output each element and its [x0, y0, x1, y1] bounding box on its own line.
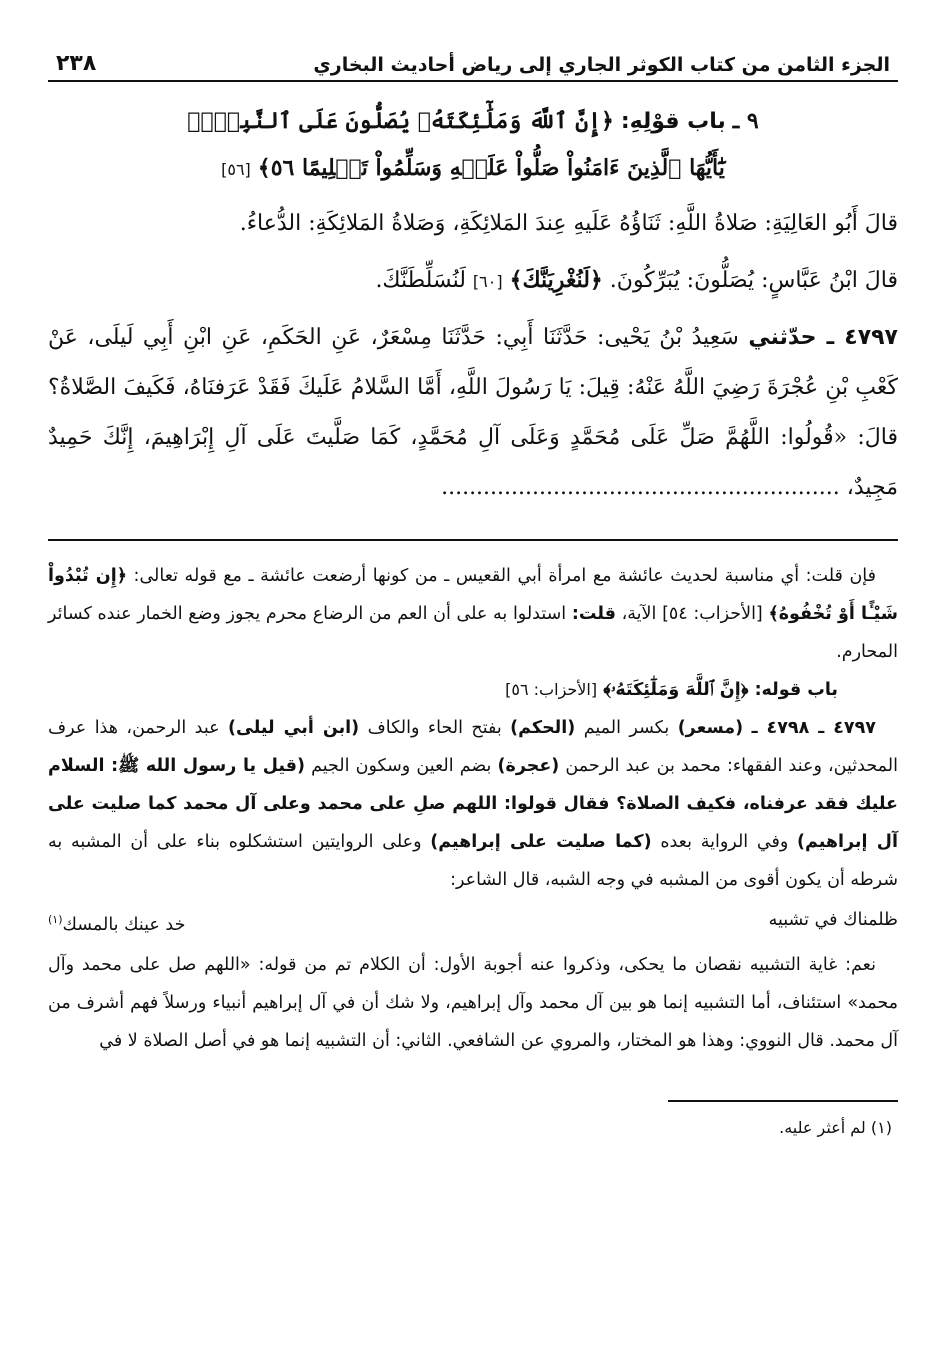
commentary-bab-title: باب قوله: [754, 680, 838, 700]
chapter-verse-line1: ﴿إِنَّ ٱللَّهَ وَمَلَٰٓئِكَتَهُۥ يُصَلُّونَ عَلَى ٱلنَّبِيِّۚ [187, 108, 614, 134]
commentary-p2-text-b: بفتح الحاء والكاف [367, 718, 502, 738]
commentary-p1-text-b: الآية، [621, 604, 657, 624]
chapter-verse-line2: يَٰٓأَيُّهَا ٱلَّذِينَ ءَامَنُواْ صَلُّواْ عَلَيۡهِ وَسَلِّمُواْ تَسۡلِيمًا ٥٦﴾ [257, 155, 725, 181]
poetry-hemistich-right [769, 901, 898, 944]
commentary-p1-verse: ﴿إِن تُبْدُواْ شَيْـًٔا أَوْ تُخْفُوهُ﴾ [48, 566, 898, 624]
commentary-p1-ref: [الأحزاب: ٥٤] [662, 604, 763, 624]
commentary-p2-text-e: وفي الرواية بعده [660, 832, 789, 852]
commentary-hadith-quote: (قيل يا رسول الله ﷺ: السلام عليك فقد عرفناه، فكيف الصلاة؟ فقال قولوا: اللهم صلِ على محمد وعلى آل محمد كما صليت على آل إبراهيم) [48, 756, 898, 852]
commentary-bab-ref: [الأحزاب: ٥٦] [505, 680, 598, 699]
commentary-bab-verse: ﴿إِنَّ ٱللَّهَ وَمَلَٰٓئِكَتَهُۥ﴾ [603, 680, 749, 700]
commentary-p1-qultu: قلت: [571, 604, 616, 624]
hadith-continuation-dots: ......................................................... [441, 475, 840, 500]
main-text [48, 98, 898, 513]
commentary-misar: (مسعر) [677, 718, 744, 738]
poetry-left-text: خد عينك بالمسك [62, 914, 186, 935]
commentary-p2-text-f: وعلى الروايتين استشكلوه بناء على أن المشبه به شرطه أن يكون أقوى من المشبه في وجه الشبه، قال الشاعر: [48, 832, 898, 890]
commentary-p2-text-a: بكسر الميم [583, 718, 670, 738]
footnote [48, 1118, 898, 1137]
commentary-p1-text-c: استدلوا به على أن العم من الرضاع محرم يجوز وضع الخمار عنده كسائر المحارم. [48, 604, 898, 662]
chapter-heading-line2 [48, 145, 898, 193]
commentary-bab-heading [48, 671, 898, 709]
ibn-abbas-text-1: قالَ ابْنُ عَبَّاسٍ: يُصَلُّونَ: يُبَرِّكُونَ. [609, 268, 898, 293]
chapter-number: ٩ ـ [732, 108, 759, 134]
hadith-4797 [48, 313, 898, 513]
footnote-marker: (١) [870, 1117, 892, 1137]
footnote-text: لم أعثر عليه. [779, 1117, 866, 1137]
commentary-hakam: (الحكم) [510, 718, 576, 738]
commentary-paragraph-1 [48, 557, 898, 671]
hadith-number: ٤٧٩٧ ـ حدّثني [748, 325, 898, 350]
ibn-abbas-paragraph [48, 255, 898, 307]
commentary-ujra: (عجرة) [497, 756, 560, 776]
ibn-abbas-ref: [٦٠] [472, 272, 503, 291]
poetry-line [48, 901, 898, 944]
commentary-hadith-numbers: ٤٧٩٧ ـ ٤٧٩٨ ـ [751, 718, 876, 738]
commentary-p2-text-c: عبد الرحمن، هذا عرف المحدثين، وعند الفقهاء: محمد بن عبد الرحمن [48, 718, 898, 776]
chapter-title: باب قوْلِهِ: [620, 109, 726, 134]
chapter-heading [48, 98, 898, 193]
page-header [48, 36, 898, 82]
commentary-ibn-abi-layla: (ابن أبي ليلى) [228, 718, 360, 738]
commentary-paragraph-2 [48, 709, 898, 899]
poetry-right-text: ظلمناك في تشبيه [768, 910, 898, 930]
running-title: الجزء الثامن من كتاب الكوثر الجاري إلى رياض أحاديث البخاري [313, 54, 890, 76]
commentary-kama-quote: (كما صليت على إبراهيم) [430, 832, 652, 852]
commentary [48, 557, 898, 1060]
chapter-heading-line1 [48, 98, 898, 145]
page-number: ٢٣٨ [56, 51, 97, 76]
footnote-divider [668, 1100, 898, 1102]
abu-aliya-paragraph: قالَ أَبُو العَالِيَةِ: صَلاةُ اللَّهِ: ثَنَاؤُهُ عَلَيهِ عِندَ المَلائِكَةِ، وَصَلاةُ المَلائِكَةِ: الدُّعاءُ. [239, 211, 898, 236]
book-page [48, 36, 898, 1336]
commentary-paragraph-3: نعم: غاية التشبيه نقصان ما يحكى، وذكروا عنه أجوبة الأول: أن الكلام تم من قوله: «اللهم صل على محمد وآل محمد» استئناف، أما التشبيه إنما هو بين آل محمد وآل إبراهيم، ولا شك أن في آل إبراهيم أنبياء ورسلاً فهم أشرف من آل محمد. قال النووي: وهذا هو المختار، والمروي عن الشافعي. الثاني: أن التشبيه إنما هو في أصل الصلاة لا في [48, 954, 898, 1051]
main-text-divider [48, 539, 898, 541]
footnote-reference: (١) [48, 913, 63, 926]
poetry-hemistich-left [48, 901, 185, 944]
ibn-abbas-verse: ﴿لَنُغْرِيَنَّكَ﴾ [509, 267, 603, 293]
commentary-p1-text-a: فإن قلت: أي مناسبة لحديث عائشة مع امرأة أبي القعيس ـ من كونها أرضعت عائشة ـ مع قوله تعالى: [133, 566, 876, 586]
ibn-abbas-text-2: لَنُسَلِّطَنَّكَ. [375, 268, 466, 293]
chapter-verse-ref: [٥٦] [221, 160, 251, 179]
hadith-text: سَعِيدُ بْنُ يَحْيى: حَدَّثَنَا أَبِي: حَدَّثَنَا مِسْعَرٌ، عَنِ الحَكَمِ، عَنِ ابْنِ أَبِي لَيلَى، عَنْ كَعْبِ بْنِ عُجْرَةَ رَضِيَ اللَّهُ عَنْهُ: قِيلَ: يَا رَسُولَ اللَّهِ، أَمَّا السَّلامُ عَلَيكَ فَقَدْ عَرَفنَاهُ، فَكَيفَ الصَّلاةُ؟ قالَ: «قُولُوا: اللَّهُمَّ صَلِّ عَلَى مُحَمَّدٍ وَعَلَى آلِ مُحَمَّدٍ، كَمَا صَلَّيتَ عَلَى آلِ إِبْرَاهِيمَ، إِنَّكَ حَمِيدٌ مَجِيدٌ، [48, 325, 898, 500]
commentary-p2-text-d: بضم العين وسكون الجيم [311, 756, 492, 776]
